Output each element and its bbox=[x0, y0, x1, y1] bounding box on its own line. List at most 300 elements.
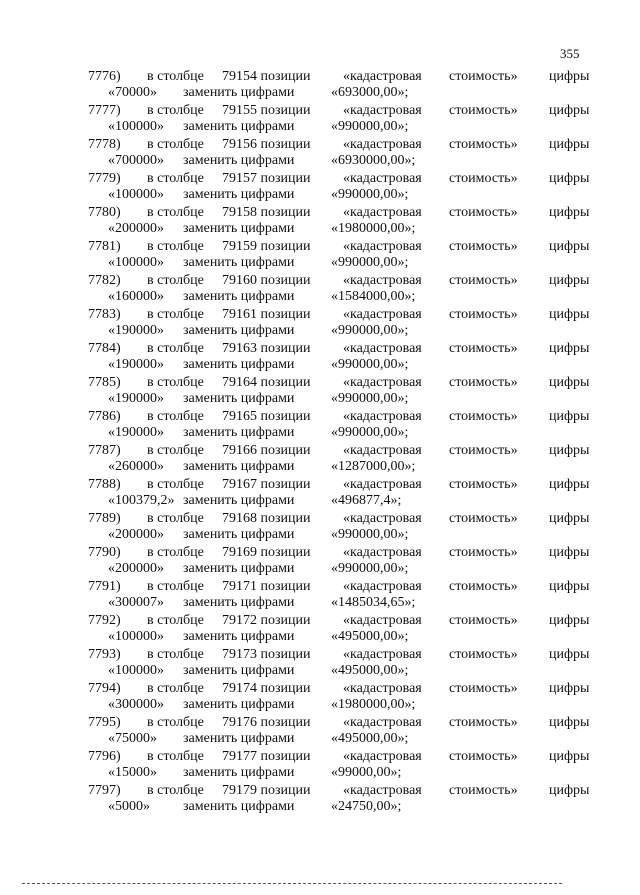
value-label: стоимость» bbox=[449, 647, 518, 662]
position-ref bbox=[222, 136, 311, 153]
old-value: «200000» bbox=[108, 221, 164, 236]
position-label: позиции bbox=[260, 69, 311, 84]
entry-line-2 bbox=[0, 730, 640, 747]
digits-label: цифры bbox=[549, 137, 590, 152]
entry-number: 7797) bbox=[88, 783, 121, 798]
column-label: в столбце bbox=[147, 749, 204, 764]
column-label: в столбце bbox=[147, 783, 204, 798]
entry-number: 7788) bbox=[88, 477, 121, 492]
new-value: «693000,00»; bbox=[331, 85, 409, 100]
cadastral-label: «кадастровая bbox=[343, 681, 422, 696]
cadastral-label: «кадастровая bbox=[343, 579, 422, 594]
old-value: «100000» bbox=[108, 119, 164, 134]
cadastral-label: «кадастровая bbox=[343, 511, 422, 526]
old-value: «160000» bbox=[108, 289, 164, 304]
column-label: в столбце bbox=[147, 545, 204, 560]
position-code: 79177 bbox=[222, 749, 257, 764]
new-value: «990000,00»; bbox=[331, 391, 409, 406]
position-ref bbox=[222, 238, 311, 255]
digits-label: цифры bbox=[549, 579, 590, 594]
position-code: 79155 bbox=[222, 103, 257, 118]
position-label: позиции bbox=[260, 409, 311, 424]
value-label: стоимость» bbox=[449, 477, 518, 492]
list-item bbox=[0, 68, 640, 102]
entry-line-1 bbox=[0, 748, 640, 765]
entry-line-2 bbox=[0, 220, 640, 237]
old-value: «700000» bbox=[108, 153, 164, 168]
replace-label: заменить цифрами bbox=[183, 629, 295, 644]
entry-number: 7787) bbox=[88, 443, 121, 458]
new-value: «990000,00»; bbox=[331, 527, 409, 542]
new-value: «1485034,65»; bbox=[331, 595, 416, 610]
position-label: позиции bbox=[260, 613, 311, 628]
position-label: позиции bbox=[260, 681, 311, 696]
position-ref bbox=[222, 408, 311, 425]
entry-line-2 bbox=[0, 288, 640, 305]
list-item bbox=[0, 544, 640, 578]
value-label: стоимость» bbox=[449, 69, 518, 84]
entry-number: 7796) bbox=[88, 749, 121, 764]
entry-line-1 bbox=[0, 238, 640, 255]
position-label: позиции bbox=[260, 171, 311, 186]
digits-label: цифры bbox=[549, 545, 590, 560]
old-value: «100379,2» bbox=[108, 493, 175, 508]
position-code: 79160 bbox=[222, 273, 257, 288]
entry-number: 7779) bbox=[88, 171, 121, 186]
digits-label: цифры bbox=[549, 783, 590, 798]
value-label: стоимость» bbox=[449, 307, 518, 322]
value-label: стоимость» bbox=[449, 375, 518, 390]
position-ref bbox=[222, 612, 311, 629]
replace-label: заменить цифрами bbox=[183, 153, 295, 168]
value-label: стоимость» bbox=[449, 681, 518, 696]
entry-number: 7794) bbox=[88, 681, 121, 696]
list-item bbox=[0, 238, 640, 272]
position-ref bbox=[222, 748, 311, 765]
entry-line-2 bbox=[0, 84, 640, 101]
entries-list bbox=[0, 68, 640, 816]
cadastral-label: «кадастровая bbox=[343, 545, 422, 560]
entry-number: 7782) bbox=[88, 273, 121, 288]
position-ref bbox=[222, 204, 311, 221]
replace-label: заменить цифрами bbox=[183, 697, 295, 712]
position-code: 79164 bbox=[222, 375, 257, 390]
entry-number: 7792) bbox=[88, 613, 121, 628]
column-label: в столбце bbox=[147, 477, 204, 492]
cadastral-label: «кадастровая bbox=[343, 103, 422, 118]
position-ref bbox=[222, 510, 311, 527]
cadastral-label: «кадастровая bbox=[343, 341, 422, 356]
position-code: 79172 bbox=[222, 613, 257, 628]
new-value: «990000,00»; bbox=[331, 255, 409, 270]
replace-label: заменить цифрами bbox=[183, 493, 295, 508]
entry-line-1 bbox=[0, 442, 640, 459]
list-item bbox=[0, 646, 640, 680]
position-label: позиции bbox=[260, 307, 311, 322]
entry-line-1 bbox=[0, 476, 640, 493]
position-code: 79174 bbox=[222, 681, 257, 696]
entry-number: 7781) bbox=[88, 239, 121, 254]
cadastral-label: «кадастровая bbox=[343, 647, 422, 662]
position-ref bbox=[222, 272, 311, 289]
replace-label: заменить цифрами bbox=[183, 663, 295, 678]
digits-label: цифры bbox=[549, 239, 590, 254]
list-item bbox=[0, 102, 640, 136]
new-value: «495000,00»; bbox=[331, 629, 409, 644]
value-label: стоимость» bbox=[449, 273, 518, 288]
cadastral-label: «кадастровая bbox=[343, 69, 422, 84]
replace-label: заменить цифрами bbox=[183, 731, 295, 746]
cadastral-label: «кадастровая bbox=[343, 307, 422, 322]
cadastral-label: «кадастровая bbox=[343, 749, 422, 764]
cadastral-label: «кадастровая bbox=[343, 239, 422, 254]
position-ref bbox=[222, 340, 311, 357]
position-code: 79154 bbox=[222, 69, 257, 84]
position-ref bbox=[222, 170, 311, 187]
old-value: «100000» bbox=[108, 663, 164, 678]
position-label: позиции bbox=[260, 273, 311, 288]
cadastral-label: «кадастровая bbox=[343, 477, 422, 492]
replace-label: заменить цифрами bbox=[183, 119, 295, 134]
entry-line-1 bbox=[0, 646, 640, 663]
digits-label: цифры bbox=[549, 613, 590, 628]
list-item bbox=[0, 306, 640, 340]
old-value: «200000» bbox=[108, 561, 164, 576]
entry-number: 7786) bbox=[88, 409, 121, 424]
page-number: 355 bbox=[560, 46, 580, 61]
column-label: в столбце bbox=[147, 307, 204, 322]
replace-label: заменить цифрами bbox=[183, 595, 295, 610]
list-item bbox=[0, 476, 640, 510]
entry-line-1 bbox=[0, 204, 640, 221]
entry-line-1 bbox=[0, 578, 640, 595]
value-label: стоимость» bbox=[449, 443, 518, 458]
list-item bbox=[0, 748, 640, 782]
position-code: 79176 bbox=[222, 715, 257, 730]
position-label: позиции bbox=[260, 341, 311, 356]
replace-label: заменить цифрами bbox=[183, 527, 295, 542]
column-label: в столбце bbox=[147, 409, 204, 424]
entry-line-2 bbox=[0, 254, 640, 271]
position-ref bbox=[222, 102, 311, 119]
column-label: в столбце bbox=[147, 579, 204, 594]
cadastral-label: «кадастровая bbox=[343, 409, 422, 424]
entry-line-1 bbox=[0, 544, 640, 561]
position-code: 79161 bbox=[222, 307, 257, 322]
cadastral-label: «кадастровая bbox=[343, 205, 422, 220]
entry-line-1 bbox=[0, 510, 640, 527]
position-label: позиции bbox=[260, 443, 311, 458]
old-value: «260000» bbox=[108, 459, 164, 474]
digits-label: цифры bbox=[549, 477, 590, 492]
old-value: «190000» bbox=[108, 323, 164, 338]
entry-line-2 bbox=[0, 390, 640, 407]
position-code: 79173 bbox=[222, 647, 257, 662]
new-value: «496877,4»; bbox=[331, 493, 402, 508]
list-item bbox=[0, 136, 640, 170]
entry-line-1 bbox=[0, 306, 640, 323]
list-item bbox=[0, 170, 640, 204]
cadastral-label: «кадастровая bbox=[343, 613, 422, 628]
old-value: «300007» bbox=[108, 595, 164, 610]
entry-number: 7783) bbox=[88, 307, 121, 322]
new-value: «6930000,00»; bbox=[331, 153, 416, 168]
value-label: стоимость» bbox=[449, 409, 518, 424]
cadastral-label: «кадастровая bbox=[343, 715, 422, 730]
value-label: стоимость» bbox=[449, 239, 518, 254]
value-label: стоимость» bbox=[449, 137, 518, 152]
position-ref bbox=[222, 544, 311, 561]
old-value: «190000» bbox=[108, 357, 164, 372]
position-ref bbox=[222, 782, 311, 799]
list-item bbox=[0, 408, 640, 442]
position-label: позиции bbox=[260, 239, 311, 254]
old-value: «100000» bbox=[108, 629, 164, 644]
entry-number: 7777) bbox=[88, 103, 121, 118]
entry-line-1 bbox=[0, 340, 640, 357]
replace-label: заменить цифрами bbox=[183, 765, 295, 780]
position-label: позиции bbox=[260, 511, 311, 526]
entry-number: 7776) bbox=[88, 69, 121, 84]
position-ref bbox=[222, 306, 311, 323]
digits-label: цифры bbox=[549, 749, 590, 764]
digits-label: цифры bbox=[549, 69, 590, 84]
new-value: «1287000,00»; bbox=[331, 459, 416, 474]
entry-line-2 bbox=[0, 628, 640, 645]
position-label: позиции bbox=[260, 137, 311, 152]
column-label: в столбце bbox=[147, 613, 204, 628]
digits-label: цифры bbox=[549, 443, 590, 458]
position-label: позиции bbox=[260, 715, 311, 730]
entry-line-2 bbox=[0, 798, 640, 815]
position-code: 79169 bbox=[222, 545, 257, 560]
position-code: 79157 bbox=[222, 171, 257, 186]
position-label: позиции bbox=[260, 477, 311, 492]
entry-line-2 bbox=[0, 560, 640, 577]
position-code: 79171 bbox=[222, 579, 257, 594]
replace-label: заменить цифрами bbox=[183, 561, 295, 576]
value-label: стоимость» bbox=[449, 715, 518, 730]
replace-label: заменить цифрами bbox=[183, 289, 295, 304]
entry-line-1 bbox=[0, 102, 640, 119]
position-ref bbox=[222, 578, 311, 595]
position-ref bbox=[222, 714, 311, 731]
position-label: позиции bbox=[260, 579, 311, 594]
position-ref bbox=[222, 68, 311, 85]
digits-label: цифры bbox=[549, 409, 590, 424]
list-item bbox=[0, 578, 640, 612]
position-label: позиции bbox=[260, 647, 311, 662]
old-value: «100000» bbox=[108, 255, 164, 270]
entry-line-2 bbox=[0, 152, 640, 169]
footer-rule bbox=[22, 883, 562, 884]
entry-line-2 bbox=[0, 186, 640, 203]
replace-label: заменить цифрами bbox=[183, 323, 295, 338]
position-code: 79166 bbox=[222, 443, 257, 458]
new-value: «495000,00»; bbox=[331, 663, 409, 678]
replace-label: заменить цифрами bbox=[183, 459, 295, 474]
entry-line-1 bbox=[0, 136, 640, 153]
position-label: позиции bbox=[260, 545, 311, 560]
list-item bbox=[0, 204, 640, 238]
value-label: стоимость» bbox=[449, 613, 518, 628]
entry-number: 7793) bbox=[88, 647, 121, 662]
replace-label: заменить цифрами bbox=[183, 391, 295, 406]
entry-line-2 bbox=[0, 594, 640, 611]
position-ref bbox=[222, 476, 311, 493]
entry-line-2 bbox=[0, 764, 640, 781]
old-value: «70000» bbox=[108, 85, 157, 100]
position-ref bbox=[222, 646, 311, 663]
new-value: «99000,00»; bbox=[331, 765, 402, 780]
position-code: 79158 bbox=[222, 205, 257, 220]
list-item bbox=[0, 680, 640, 714]
entry-line-1 bbox=[0, 68, 640, 85]
column-label: в столбце bbox=[147, 715, 204, 730]
digits-label: цифры bbox=[549, 715, 590, 730]
replace-label: заменить цифрами bbox=[183, 799, 295, 814]
digits-label: цифры bbox=[549, 511, 590, 526]
new-value: «1584000,00»; bbox=[331, 289, 416, 304]
replace-label: заменить цифрами bbox=[183, 425, 295, 440]
value-label: стоимость» bbox=[449, 579, 518, 594]
old-value: «75000» bbox=[108, 731, 157, 746]
entry-line-1 bbox=[0, 272, 640, 289]
list-item bbox=[0, 510, 640, 544]
entry-number: 7795) bbox=[88, 715, 121, 730]
entry-number: 7780) bbox=[88, 205, 121, 220]
cadastral-label: «кадастровая bbox=[343, 443, 422, 458]
entry-number: 7790) bbox=[88, 545, 121, 560]
new-value: «990000,00»; bbox=[331, 425, 409, 440]
entry-line-1 bbox=[0, 782, 640, 799]
entry-line-1 bbox=[0, 680, 640, 697]
new-value: «495000,00»; bbox=[331, 731, 409, 746]
new-value: «990000,00»; bbox=[331, 357, 409, 372]
position-label: позиции bbox=[260, 783, 311, 798]
position-label: позиции bbox=[260, 375, 311, 390]
old-value: «300000» bbox=[108, 697, 164, 712]
entry-line-1 bbox=[0, 408, 640, 425]
new-value: «990000,00»; bbox=[331, 561, 409, 576]
column-label: в столбце bbox=[147, 443, 204, 458]
entry-number: 7791) bbox=[88, 579, 121, 594]
entry-line-2 bbox=[0, 424, 640, 441]
position-code: 79168 bbox=[222, 511, 257, 526]
entry-number: 7784) bbox=[88, 341, 121, 356]
entry-line-2 bbox=[0, 458, 640, 475]
value-label: стоимость» bbox=[449, 205, 518, 220]
position-code: 79163 bbox=[222, 341, 257, 356]
value-label: стоимость» bbox=[449, 171, 518, 186]
old-value: «100000» bbox=[108, 187, 164, 202]
position-label: позиции bbox=[260, 205, 311, 220]
cadastral-label: «кадастровая bbox=[343, 783, 422, 798]
entry-number: 7789) bbox=[88, 511, 121, 526]
list-item bbox=[0, 442, 640, 476]
digits-label: цифры bbox=[549, 307, 590, 322]
position-code: 79165 bbox=[222, 409, 257, 424]
new-value: «990000,00»; bbox=[331, 119, 409, 134]
old-value: «15000» bbox=[108, 765, 157, 780]
column-label: в столбце bbox=[147, 341, 204, 356]
position-ref bbox=[222, 442, 311, 459]
value-label: стоимость» bbox=[449, 341, 518, 356]
value-label: стоимость» bbox=[449, 545, 518, 560]
digits-label: цифры bbox=[549, 171, 590, 186]
replace-label: заменить цифрами bbox=[183, 255, 295, 270]
position-code: 79156 bbox=[222, 137, 257, 152]
value-label: стоимость» bbox=[449, 749, 518, 764]
new-value: «1980000,00»; bbox=[331, 697, 416, 712]
entry-line-1 bbox=[0, 612, 640, 629]
entry-line-2 bbox=[0, 356, 640, 373]
entry-number: 7778) bbox=[88, 137, 121, 152]
position-ref bbox=[222, 374, 311, 391]
old-value: «200000» bbox=[108, 527, 164, 542]
digits-label: цифры bbox=[549, 103, 590, 118]
position-label: позиции bbox=[260, 749, 311, 764]
column-label: в столбце bbox=[147, 103, 204, 118]
position-code: 79159 bbox=[222, 239, 257, 254]
column-label: в столбце bbox=[147, 647, 204, 662]
cadastral-label: «кадастровая bbox=[343, 375, 422, 390]
old-value: «190000» bbox=[108, 391, 164, 406]
entry-number: 7785) bbox=[88, 375, 121, 390]
digits-label: цифры bbox=[549, 375, 590, 390]
value-label: стоимость» bbox=[449, 103, 518, 118]
position-ref bbox=[222, 680, 311, 697]
entry-line-2 bbox=[0, 662, 640, 679]
column-label: в столбце bbox=[147, 239, 204, 254]
entry-line-2 bbox=[0, 696, 640, 713]
list-item bbox=[0, 714, 640, 748]
new-value: «990000,00»; bbox=[331, 187, 409, 202]
digits-label: цифры bbox=[549, 205, 590, 220]
new-value: «990000,00»; bbox=[331, 323, 409, 338]
position-code: 79179 bbox=[222, 783, 257, 798]
value-label: стоимость» bbox=[449, 511, 518, 526]
cadastral-label: «кадастровая bbox=[343, 137, 422, 152]
column-label: в столбце bbox=[147, 205, 204, 220]
digits-label: цифры bbox=[549, 341, 590, 356]
list-item bbox=[0, 612, 640, 646]
old-value: «5000» bbox=[108, 799, 150, 814]
column-label: в столбце bbox=[147, 511, 204, 526]
column-label: в столбце bbox=[147, 171, 204, 186]
list-item bbox=[0, 272, 640, 306]
digits-label: цифры bbox=[549, 647, 590, 662]
value-label: стоимость» bbox=[449, 783, 518, 798]
cadastral-label: «кадастровая bbox=[343, 273, 422, 288]
new-value: «1980000,00»; bbox=[331, 221, 416, 236]
replace-label: заменить цифрами bbox=[183, 221, 295, 236]
entry-line-2 bbox=[0, 492, 640, 509]
replace-label: заменить цифрами bbox=[183, 357, 295, 372]
column-label: в столбце bbox=[147, 69, 204, 84]
entry-line-2 bbox=[0, 118, 640, 135]
old-value: «190000» bbox=[108, 425, 164, 440]
position-label: позиции bbox=[260, 103, 311, 118]
list-item bbox=[0, 374, 640, 408]
cadastral-label: «кадастровая bbox=[343, 171, 422, 186]
list-item bbox=[0, 782, 640, 816]
entry-line-1 bbox=[0, 714, 640, 731]
column-label: в столбце bbox=[147, 273, 204, 288]
entry-line-1 bbox=[0, 374, 640, 391]
digits-label: цифры bbox=[549, 681, 590, 696]
column-label: в столбце bbox=[147, 681, 204, 696]
